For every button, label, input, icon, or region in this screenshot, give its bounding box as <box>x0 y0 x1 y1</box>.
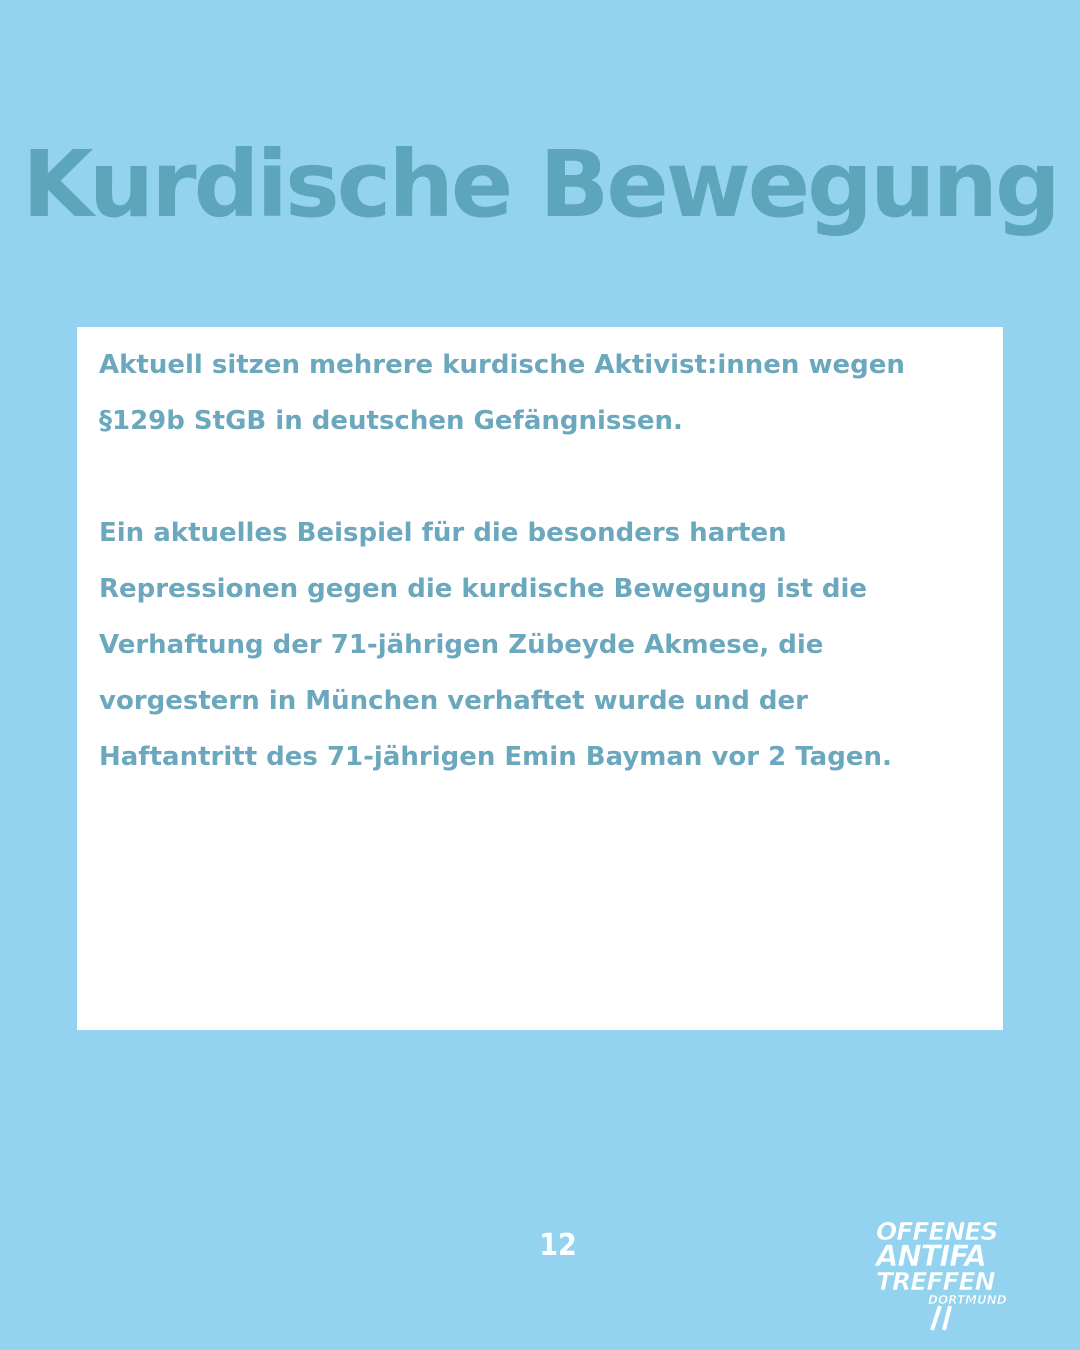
paragraph-1: Aktuell sitzen mehrere kurdische Aktivist:innen wegen §129b StGB in deutschen Gefängnissen. <box>99 350 905 436</box>
logo-line-1: OFFENES <box>876 1217 998 1246</box>
page-title: Kurdische Bewegung <box>22 131 1058 238</box>
logo-line-2: ANTIFA <box>876 1239 986 1273</box>
card-body <box>99 337 979 785</box>
paragraph-2: Ein aktuelles Beispiel für die besonders harten Repressionen gegen die kurdische Bewegung ist die Verhaftung der 71-jährigen Zübeyde Akmese, die vorgestern in München verhaftet wurde und der Haftantritt des 71-jährigen Emin Bayman vor 2 Tagen. <box>99 518 892 772</box>
page-number: 12 <box>539 1228 577 1263</box>
logo-line-4: DORTMUND <box>928 1293 1007 1307</box>
logo-flag-strokes <box>932 1306 950 1330</box>
antifa-logo <box>872 1214 1010 1332</box>
text-card <box>77 327 1003 1030</box>
logo-line-3: TREFFEN <box>876 1267 995 1296</box>
